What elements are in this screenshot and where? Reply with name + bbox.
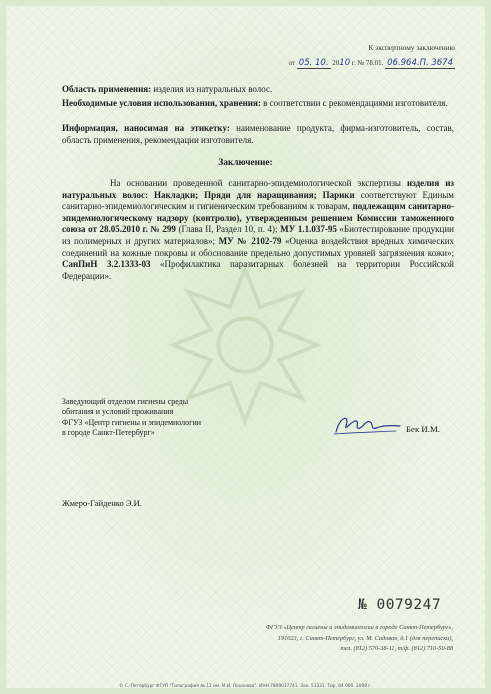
reference-number-prefix: г. № 78.01. [351, 59, 384, 67]
signatory-position [62, 397, 252, 439]
organization-line: тел. (812) 570-38-11, т/ф. (812) 710-50-88 [340, 645, 453, 652]
organization-line: ФГУЗ «Центр гигиены и эпидемиологии в городе Санкт-Петербург», [265, 624, 453, 631]
reference-title: К экспертному заключению [368, 43, 455, 52]
signatory-line: Заведующий отделом гигиены среды [62, 397, 189, 406]
field-value: изделия из натуральных волос. [151, 84, 273, 94]
field-usage-conditions [62, 98, 454, 110]
conclusion-text: «Оценка воздействия вредных химических соединений на кожные покровы и обоснование предельно допустимых уровней загрязнения кожи»; [62, 235, 455, 258]
field-label: Информация, наносимая на этикетку: [62, 123, 230, 133]
reference-year-prefix: 20 [332, 59, 340, 67]
conclusion-products: изделия из натуральных волос: Накладки; Пряди для наращивания; Парики [62, 178, 454, 200]
reference-header [235, 43, 455, 69]
reference-number: 06.964.П. 3674 [387, 58, 453, 68]
reference-from-prefix: от [288, 59, 296, 67]
conclusion-regulation: подлежащим санитарно-эпидемиологическому надзору (контролю), утвержденным решением Комиссии таможенного союза от 28.05.2010 г. № 299 [62, 201, 454, 235]
conclusion-mu-1: МУ 1.1.037-95 [280, 224, 337, 235]
organization-footer [173, 623, 453, 655]
reference-line [235, 58, 455, 69]
signer-name: Бек И.М. [406, 424, 441, 434]
form-number: № 0079247 [358, 597, 442, 613]
conclusion-text: На основании проведенной санитарно-эпидемиологической экспертизы [110, 178, 401, 188]
signatory-line: обитания и условий проживания [62, 407, 174, 417]
field-value: в соответствии с рекомендациями изготовителя. [260, 98, 448, 108]
reference-year-suffix: 10 [339, 58, 351, 68]
conclusion-mu-2: МУ № 2102-79 [218, 235, 282, 246]
field-label-info [62, 123, 454, 146]
conclusion-text: «Биотестирование продукции из полимерных и других материалов»; [62, 224, 454, 246]
field-label: Необходимые условия использования, хранения: [62, 98, 261, 108]
conclusion-text: (Глава II, Раздел 10, п. 4); [175, 224, 281, 235]
field-application-area [62, 84, 454, 96]
field-label: Область применения: [62, 84, 152, 94]
printer-info: © С.-Петербург ФГУП "Типография № 12 им. М.И. Лоханова". ИНН 7809037741. Зак. 53331. Тир. 64 000. 2008 г. [119, 684, 372, 689]
conclusion-text: «Профилактика паразитарных болезней на территории Российской Федерации». [62, 259, 454, 281]
organization-line: 191023, г. Санкт-Петербург, ул. М. Садовая, д.1 (для переписки), [277, 634, 453, 642]
field-value: наименование продукта, фирма-изготовитель, состав, область применения, рекомендации изготовителя. [62, 123, 455, 145]
reference-date: 05. 10. [298, 58, 329, 68]
conclusion-body [62, 178, 454, 282]
conclusion-title: Заключение: [218, 158, 273, 168]
conclusion-sanpin: СанПиН 3.2.1333-03 [62, 259, 151, 270]
executor-name: Жмеро-Гайденко Э.И. [62, 498, 142, 508]
conclusion-text: соответствуют Единым санитарно-эпидемиологическим и гигиеническим требованиям к товарам, [62, 189, 454, 212]
handwritten-signature-icon [330, 412, 402, 438]
signatory-line: ФГУЗ «Центр гигиены и эпидемиологии [62, 417, 202, 427]
signatory-line: в городе Санкт-Петербург» [62, 428, 155, 438]
